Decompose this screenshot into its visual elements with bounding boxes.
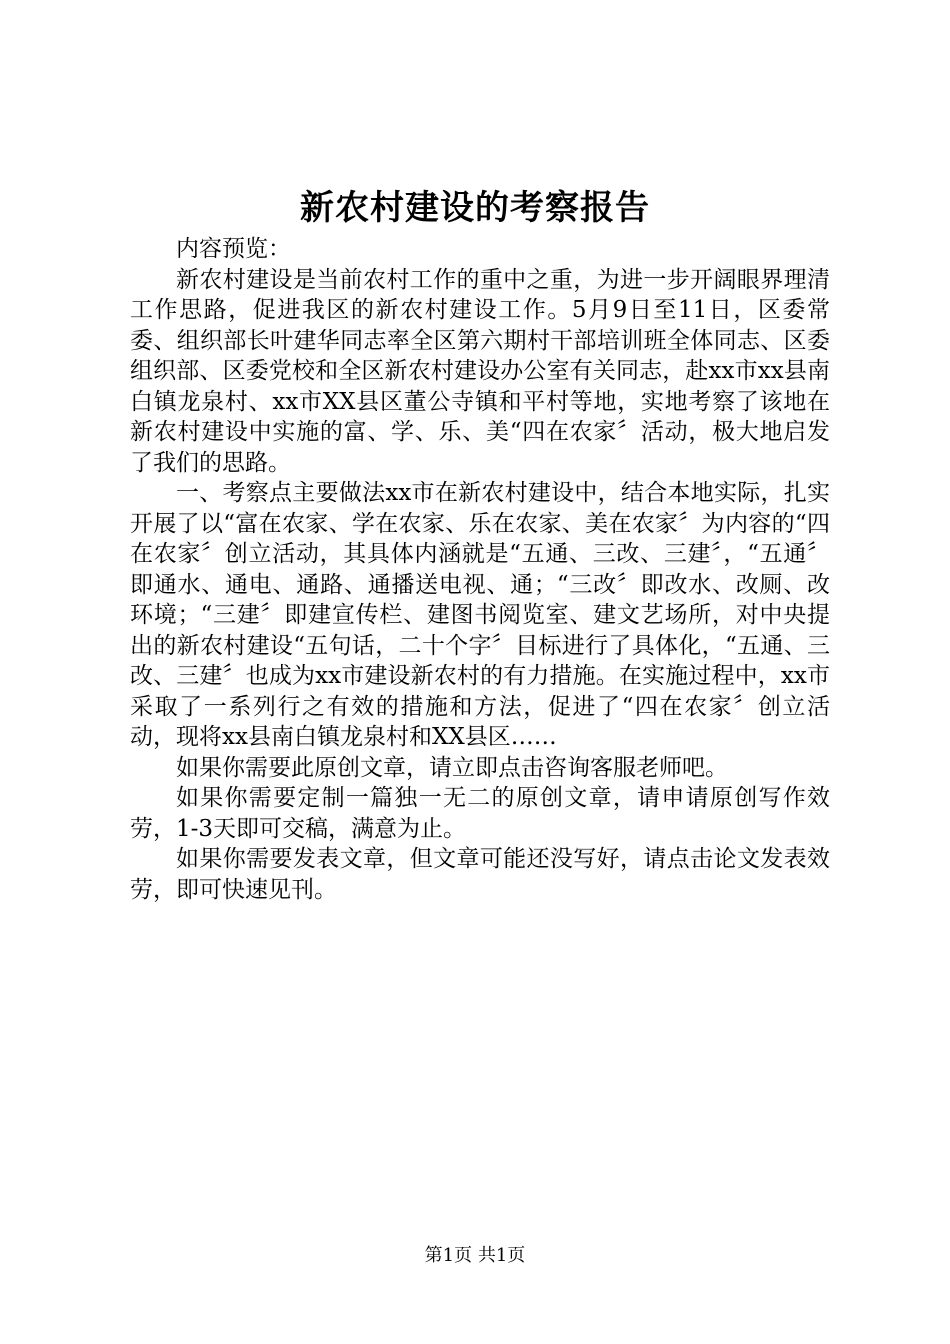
document-title: 新农村建设的考察报告 [300, 188, 650, 228]
page-number-footer: 第1页 共1页 [424, 1245, 526, 1266]
document-body [130, 234, 830, 905]
practice-paragraph: 一、考察点主要做法xx市在新农村建设中，结合本地实际，扎实开展了以“富在农家、学在农家、乐在农家、美在农家〞为内容的“四在农家〞创立活动，其具体内涵就是“五通、三改、三建〞，“五通〞即通水、通电、通路、通播送电视、通；“三改〞即改水、改厕、改环境；“三建〞即建宣传栏、建图书阅览室、建文艺场所，对中央提出的新农村建设“五句话，二十个字〞目标进行了具体化，“五通、三改、三建〞也成为xx市建设新农村的有力措施。在实施过程中，xx市采取了一系列行之有效的措施和方法，促进了“四在农家〞创立活动，现将xx县南白镇龙泉村和XX县区…… [130, 480, 830, 750]
publish-paper-paragraph: 如果你需要发表文章，但文章可能还没写好，请点击论文发表效劳，即可快速见刊。 [130, 846, 830, 903]
custom-writing-paragraph: 如果你需要定制一篇独一无二的原创文章，请申请原创写作效劳，1-3天即可交稿，满意为止。 [130, 785, 830, 842]
preview-label: 内容预览： [176, 236, 291, 262]
intro-paragraph: 新农村建设是当前农村工作的重中之重，为进一步开阔眼界理清工作思路，促进我区的新农村建设工作。5月9日至11日，区委常委、组织部长叶建华同志率全区第六期村干部培训班全体同志、区委组织部、区委党校和全区新农村建设办公室有关同志，赴xx市xx县南白镇龙泉村、xx市XX县区董公寺镇和平村等地，实地考察了该地在新农村建设中实施的富、学、乐、美“四在农家〞活动，极大地启发了我们的思路。 [130, 266, 830, 476]
contact-service-paragraph: 如果你需要此原创文章，请立即点击咨询客服老师吧。 [176, 754, 728, 781]
